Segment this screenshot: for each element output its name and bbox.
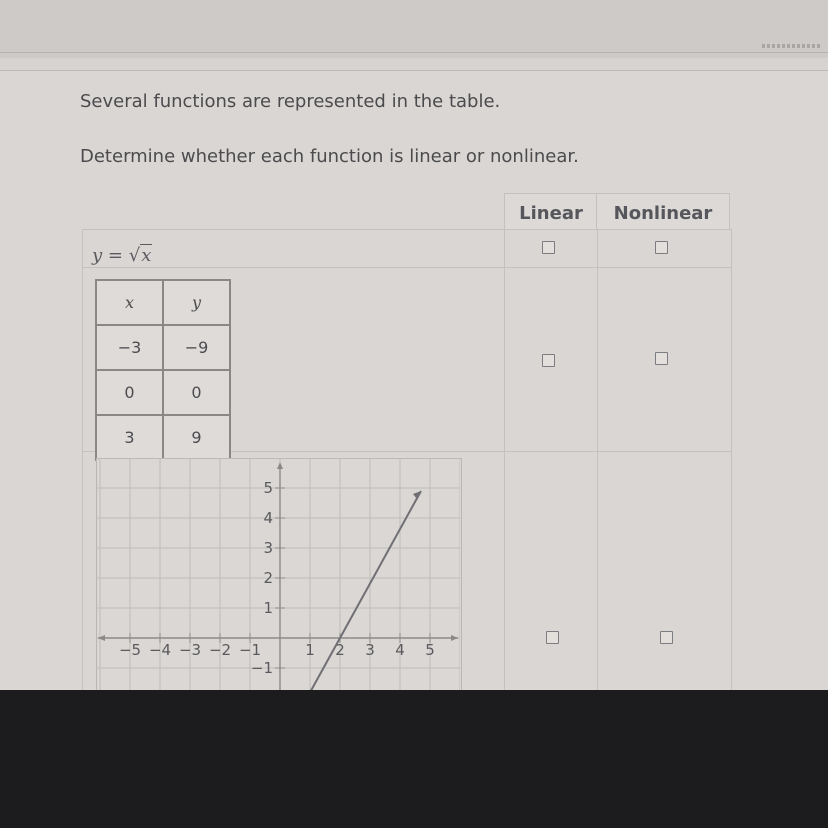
- equation-equals: =: [107, 245, 123, 266]
- table-cell: −3: [96, 325, 163, 370]
- row1-nonlinear-checkbox[interactable]: [655, 241, 668, 254]
- table-cell: 0: [163, 370, 230, 415]
- top-bar: [0, 0, 828, 58]
- x-axis-arrow: [451, 635, 458, 641]
- screen-bezel: [0, 690, 828, 828]
- column-header-linear: Linear: [504, 193, 598, 230]
- coordinate-graph: [96, 458, 460, 698]
- y-tick-label: 2: [263, 569, 273, 587]
- graph-line: [307, 491, 421, 698]
- radical-sign: √: [128, 245, 141, 266]
- xy-table: [95, 279, 231, 461]
- x-tick-label: −5: [118, 641, 142, 659]
- y-axis-arrow: [277, 462, 283, 469]
- x-tick-label: −3: [178, 641, 202, 659]
- x-tick-label: −1: [238, 641, 262, 659]
- table-header-x: x: [96, 280, 163, 325]
- equation-sqrt-x: [92, 245, 152, 266]
- x-tick-label: −2: [208, 641, 232, 659]
- table-header-y: y: [163, 280, 230, 325]
- divider: [0, 52, 828, 53]
- prompt-line-1: Several functions are represented in the table.: [80, 91, 501, 112]
- divider: [504, 230, 505, 700]
- table-cell: 0: [96, 370, 163, 415]
- divider: [597, 230, 598, 700]
- x-tick-label: −4: [148, 641, 172, 659]
- x-tick-label: 3: [365, 641, 375, 659]
- x-tick-label: 5: [425, 641, 435, 659]
- column-header-nonlinear: Nonlinear: [596, 193, 730, 230]
- y-tick-label: 3: [263, 539, 273, 557]
- table-cell: 9: [163, 415, 230, 460]
- prompt-line-2: Determine whether each function is linear or nonlinear.: [80, 146, 579, 167]
- row3-nonlinear-checkbox[interactable]: [660, 631, 673, 644]
- x-tick-label: 4: [395, 641, 405, 659]
- x-axis-arrow: [98, 635, 105, 641]
- x-tick-label: 2: [335, 641, 345, 659]
- row2-linear-checkbox[interactable]: [542, 354, 555, 367]
- divider: [83, 267, 731, 268]
- y-tick-label: 1: [263, 599, 273, 617]
- y-tick-label: 5: [263, 479, 273, 497]
- x-tick-label: 1: [305, 641, 315, 659]
- radicand: x: [141, 245, 152, 266]
- equation-lhs: y: [92, 245, 103, 266]
- y-tick-label: 4: [263, 509, 273, 527]
- row3-linear-checkbox[interactable]: [546, 631, 559, 644]
- progress-dots: [762, 44, 822, 48]
- y-tick-label: −1: [250, 659, 273, 677]
- row1-linear-checkbox[interactable]: [542, 241, 555, 254]
- table-cell: −9: [163, 325, 230, 370]
- row2-nonlinear-checkbox[interactable]: [655, 352, 668, 365]
- table-cell: 3: [96, 415, 163, 460]
